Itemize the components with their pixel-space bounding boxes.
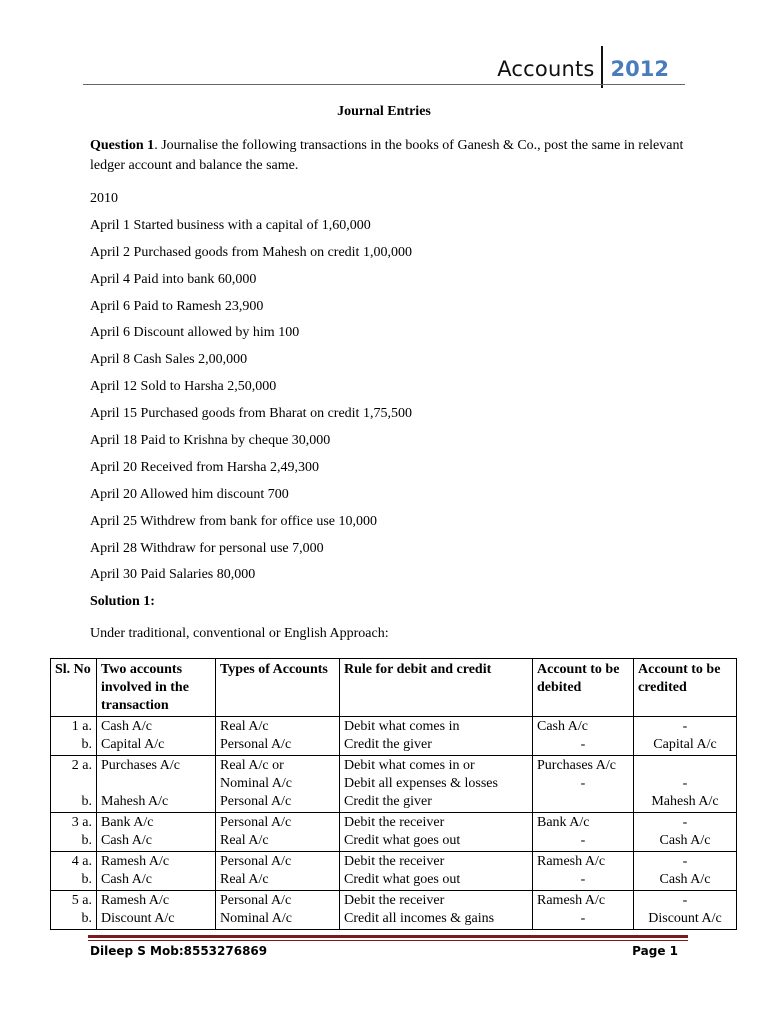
cell-line: Mahesh A/c (101, 794, 169, 809)
cell-line: Cash A/c (659, 872, 711, 887)
cell-credited (634, 891, 737, 930)
transaction-line: April 30 Paid Salaries 80,000 (90, 567, 256, 583)
transaction-line: April 18 Paid to Krishna by cheque 30,000 (90, 433, 331, 449)
cell-accounts (97, 717, 216, 756)
page-header (497, 46, 669, 88)
cell-debited (533, 756, 634, 813)
cell-line: 1 a. (71, 719, 92, 734)
footer-author: Dileep S Mob:8553276869 (90, 944, 268, 958)
table-row (51, 813, 737, 852)
cell-sl (51, 756, 97, 813)
cell-types (216, 813, 340, 852)
cell-accounts (97, 756, 216, 813)
cell-line: Purchases A/c (101, 758, 180, 773)
cell-line: Personal A/c (220, 893, 292, 908)
cell-line: Capital A/c (101, 737, 165, 752)
cell-line: - (580, 911, 586, 926)
cell-line: Ramesh A/c (537, 854, 606, 869)
cell-debited (533, 717, 634, 756)
cell-line: Real A/c (220, 719, 269, 734)
cell-line: Cash A/c (101, 719, 152, 734)
cell-line: Real A/c (220, 872, 269, 887)
transaction-line: April 20 Received from Harsha 2,49,300 (90, 459, 319, 475)
page-title: Journal Entries (337, 104, 431, 119)
cell-line: - (682, 854, 688, 869)
header-subject: Accounts (497, 57, 595, 81)
footer-page-number: Page 1 (632, 944, 678, 958)
cell-line: - (580, 737, 586, 752)
cell-credited (634, 717, 737, 756)
transaction-line: April 6 Paid to Ramesh 23,900 (90, 298, 264, 314)
cell-line: Credit what goes out (344, 833, 461, 848)
transaction-line: April 2 Purchased goods from Mahesh on credit 1,00,000 (90, 244, 412, 260)
transaction-line: April 25 Withdrew from bank for office use 10,000 (90, 513, 378, 529)
cell-line: Bank A/c (537, 815, 590, 830)
cell-line: Purchases A/c (537, 758, 616, 773)
table-row (51, 717, 737, 756)
question-text: . Journalise the following transactions in the books of Ganesh & Co., post the same in relevant ledger account and balance the same. (90, 138, 684, 173)
footer-rule (88, 935, 688, 938)
question-label: Question 1 (90, 138, 155, 153)
cell-line: b. (81, 737, 92, 752)
header-credited: Account to be credited (634, 659, 737, 717)
header-accounts-involved: Two accounts involved in the transaction (97, 659, 216, 717)
cell-line: 4 a. (71, 854, 92, 869)
transaction-line: April 20 Allowed him discount 700 (90, 486, 289, 502)
cell-line: Cash A/c (659, 833, 711, 848)
cell-rule (340, 852, 533, 891)
cell-line: b. (81, 911, 92, 926)
transaction-line: April 1 Started business with a capital of 1,60,000 (90, 217, 371, 233)
footer-rule-thin (88, 940, 688, 941)
cell-line: b. (81, 872, 92, 887)
cell-types (216, 852, 340, 891)
cell-line: 5 a. (71, 893, 92, 908)
header-year: 2012 (610, 57, 669, 81)
header-rule: Rule for debit and credit (340, 659, 533, 717)
cell-types (216, 717, 340, 756)
cell-types (216, 756, 340, 813)
cell-line: Real A/c (220, 833, 269, 848)
cell-accounts (97, 891, 216, 930)
cell-line: Ramesh A/c (101, 893, 170, 908)
cell-line: Debit all expenses & losses (344, 776, 498, 791)
cell-line: Nominal A/c (220, 911, 292, 926)
cell-credited (634, 756, 737, 813)
cell-line: Ramesh A/c (537, 893, 606, 908)
transaction-line: April 12 Sold to Harsha 2,50,000 (90, 379, 277, 395)
cell-line: Credit what goes out (344, 872, 461, 887)
cell-accounts (97, 852, 216, 891)
cell-line: Credit the giver (344, 794, 432, 809)
cell-sl (51, 813, 97, 852)
cell-line: - (682, 893, 688, 908)
cell-line: b. (81, 833, 92, 848)
cell-line: Cash A/c (101, 833, 152, 848)
cell-line: Credit the giver (344, 737, 432, 752)
approach-text: Under traditional, conventional or English Approach: (90, 626, 389, 641)
cell-rule (340, 813, 533, 852)
cell-line: - (580, 833, 586, 848)
cell-line: Personal A/c (220, 815, 292, 830)
cell-line: Mahesh A/c (651, 794, 719, 809)
cell-line: Personal A/c (220, 737, 292, 752)
solution-heading: Solution 1: (90, 594, 155, 609)
transaction-line: April 4 Paid into bank 60,000 (90, 271, 257, 287)
cell-line: - (580, 872, 586, 887)
table-row (51, 852, 737, 891)
cell-line: Ramesh A/c (101, 854, 170, 869)
cell-line: 2 a. (71, 758, 92, 773)
header-sl-no: Sl. No (51, 659, 97, 717)
cell-credited (634, 813, 737, 852)
transaction-list (90, 189, 412, 592)
cell-line: Debit what comes in (344, 719, 460, 734)
cell-line: Personal A/c (220, 854, 292, 869)
transaction-line: April 28 Withdraw for personal use 7,000 (90, 540, 324, 556)
cell-line: Personal A/c (220, 794, 292, 809)
transaction-line: April 6 Discount allowed by him 100 (90, 325, 300, 341)
cell-line: - (682, 815, 688, 830)
cell-line: Discount A/c (648, 911, 722, 926)
cell-credited (634, 852, 737, 891)
cell-sl (51, 891, 97, 930)
cell-line: - (682, 719, 688, 734)
cell-line: Bank A/c (101, 815, 154, 830)
cell-rule (340, 717, 533, 756)
cell-line: 3 a. (71, 815, 92, 830)
cell-line: - (682, 776, 688, 791)
header-rule (83, 84, 685, 85)
transaction-line: April 15 Purchased goods from Bharat on credit 1,75,500 (90, 406, 412, 422)
cell-types (216, 891, 340, 930)
cell-debited (533, 891, 634, 930)
cell-debited (533, 813, 634, 852)
cell-line: Debit the receiver (344, 815, 445, 830)
year-line: 2010 (90, 191, 118, 206)
cell-line: b. (81, 794, 92, 809)
transaction-line: April 8 Cash Sales 2,00,000 (90, 352, 248, 368)
cell-line: Debit the receiver (344, 854, 445, 869)
cell-line: Cash A/c (537, 719, 588, 734)
cell-line: Debit the receiver (344, 893, 445, 908)
journal-table (50, 658, 737, 930)
cell-sl (51, 852, 97, 891)
cell-line: Discount A/c (101, 911, 175, 926)
cell-line: Real A/c or (220, 758, 284, 773)
header-types: Types of Accounts (216, 659, 340, 717)
cell-line: Cash A/c (101, 872, 152, 887)
cell-debited (533, 852, 634, 891)
cell-accounts (97, 813, 216, 852)
question-paragraph (90, 136, 690, 176)
cell-sl (51, 717, 97, 756)
cell-line: Nominal A/c (220, 776, 292, 791)
cell-rule (340, 756, 533, 813)
cell-rule (340, 891, 533, 930)
cell-line: Capital A/c (653, 737, 717, 752)
cell-line: Credit all incomes & gains (344, 911, 495, 926)
table-row (51, 891, 737, 930)
table-header-row (51, 659, 737, 717)
cell-line: - (580, 776, 586, 791)
table-row (51, 756, 737, 813)
cell-line: Debit what comes in or (344, 758, 475, 773)
header-debited: Account to be debited (533, 659, 634, 717)
